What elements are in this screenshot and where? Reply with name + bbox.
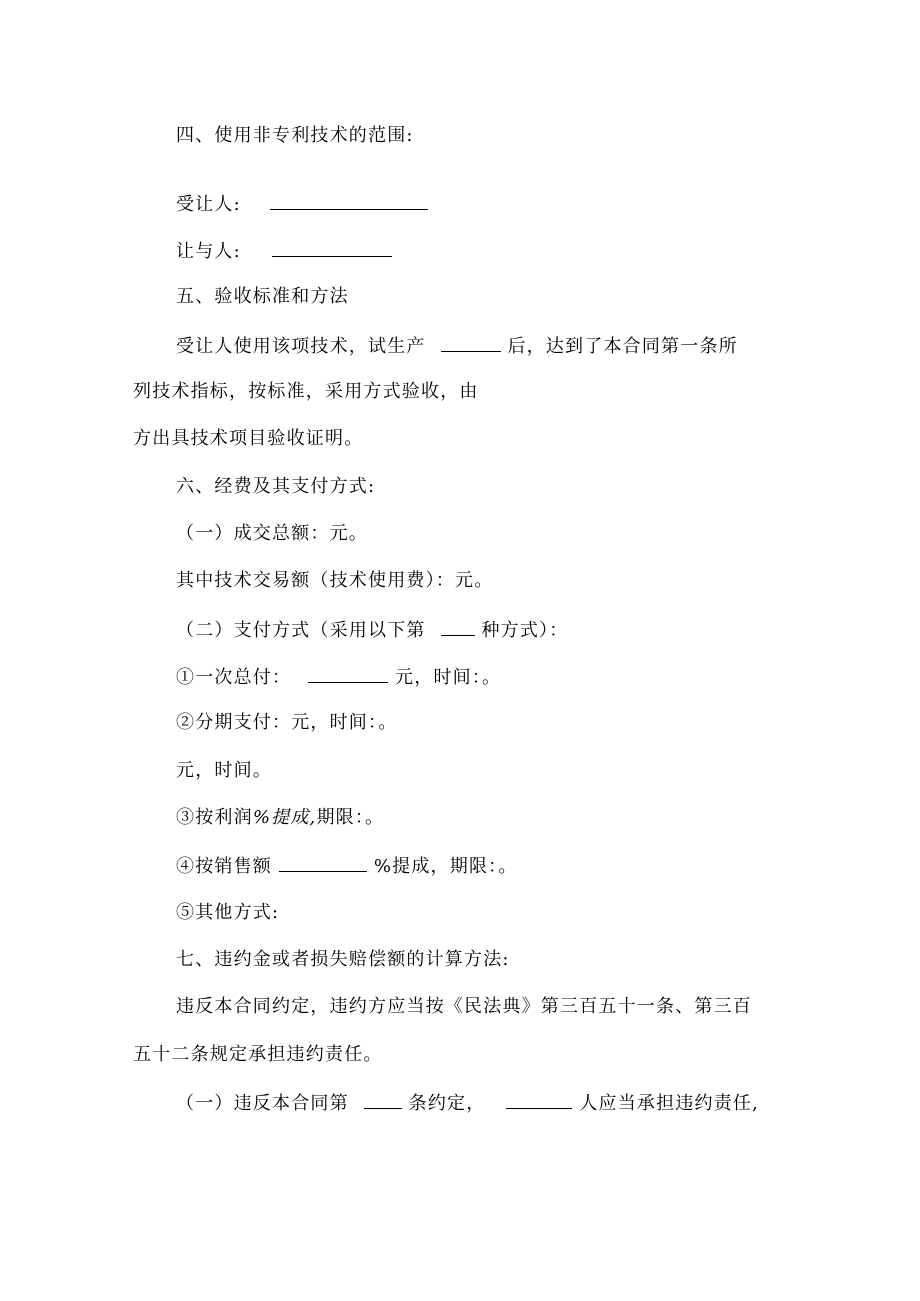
assignee-line: 受让人: [176, 191, 428, 215]
assignee-blank [270, 191, 428, 210]
section-7-heading: 七、违约金或者损失赔偿额的计算方法: [176, 949, 510, 970]
clause-number-blank [364, 1090, 402, 1109]
acceptance-paragraph-line-1: 受让人使用该项技术，试生产 后，达到了本合同第一条所 [176, 333, 738, 357]
payment-method-line: （二）支付方式（采用以下第 种方式）： [176, 617, 568, 641]
sales-share-blank [279, 853, 367, 872]
assignor-line: 让与人: [176, 238, 392, 262]
breach-paragraph-line-1: 违反本合同约定，违约方应当按《民法典》第三百五十一条、第三百 [176, 996, 752, 1017]
trial-production-blank [441, 333, 501, 352]
total-amount-line: （一）成交总额：元。 [176, 523, 368, 544]
installment-line-2: 元，时间。 [176, 760, 272, 781]
acceptance-paragraph-line-3: 方出具技术项目验收证明。 [133, 428, 364, 449]
liable-party-blank [506, 1090, 572, 1109]
payment-method-blank [441, 617, 475, 636]
section-4-heading: 四、使用非专利技术的范围: [176, 125, 414, 146]
installment-line: ②分期支付：元，时间：。 [176, 712, 398, 733]
acceptance-paragraph-line-2: 列技术指标，按标准，采用方式验收，由 [133, 381, 479, 402]
breach-paragraph-line-2: 五十二条规定承担违约责任。 [133, 1044, 383, 1065]
lump-sum-line: ①一次总付： 元，时间：。 [176, 664, 501, 688]
section-5-heading: 五、验收标准和方法 [176, 286, 349, 307]
section-6-heading: 六、经费及其支付方式: [176, 476, 376, 497]
assignor-blank [272, 238, 392, 257]
sales-share-line: ④按销售额 %提成，期限：。 [176, 853, 518, 877]
breach-clause-1-line: （一）违反本合同第 条约定， 人应当承担违约责任, [176, 1090, 759, 1114]
other-methods-line: ⑤其他方式: [176, 902, 280, 923]
lump-sum-blank [308, 664, 388, 683]
profit-share-line: ③按利润%提成,期限：。 [176, 807, 385, 828]
transaction-amount-line: 其中技术交易额（技术使用费）：元。 [176, 570, 494, 591]
